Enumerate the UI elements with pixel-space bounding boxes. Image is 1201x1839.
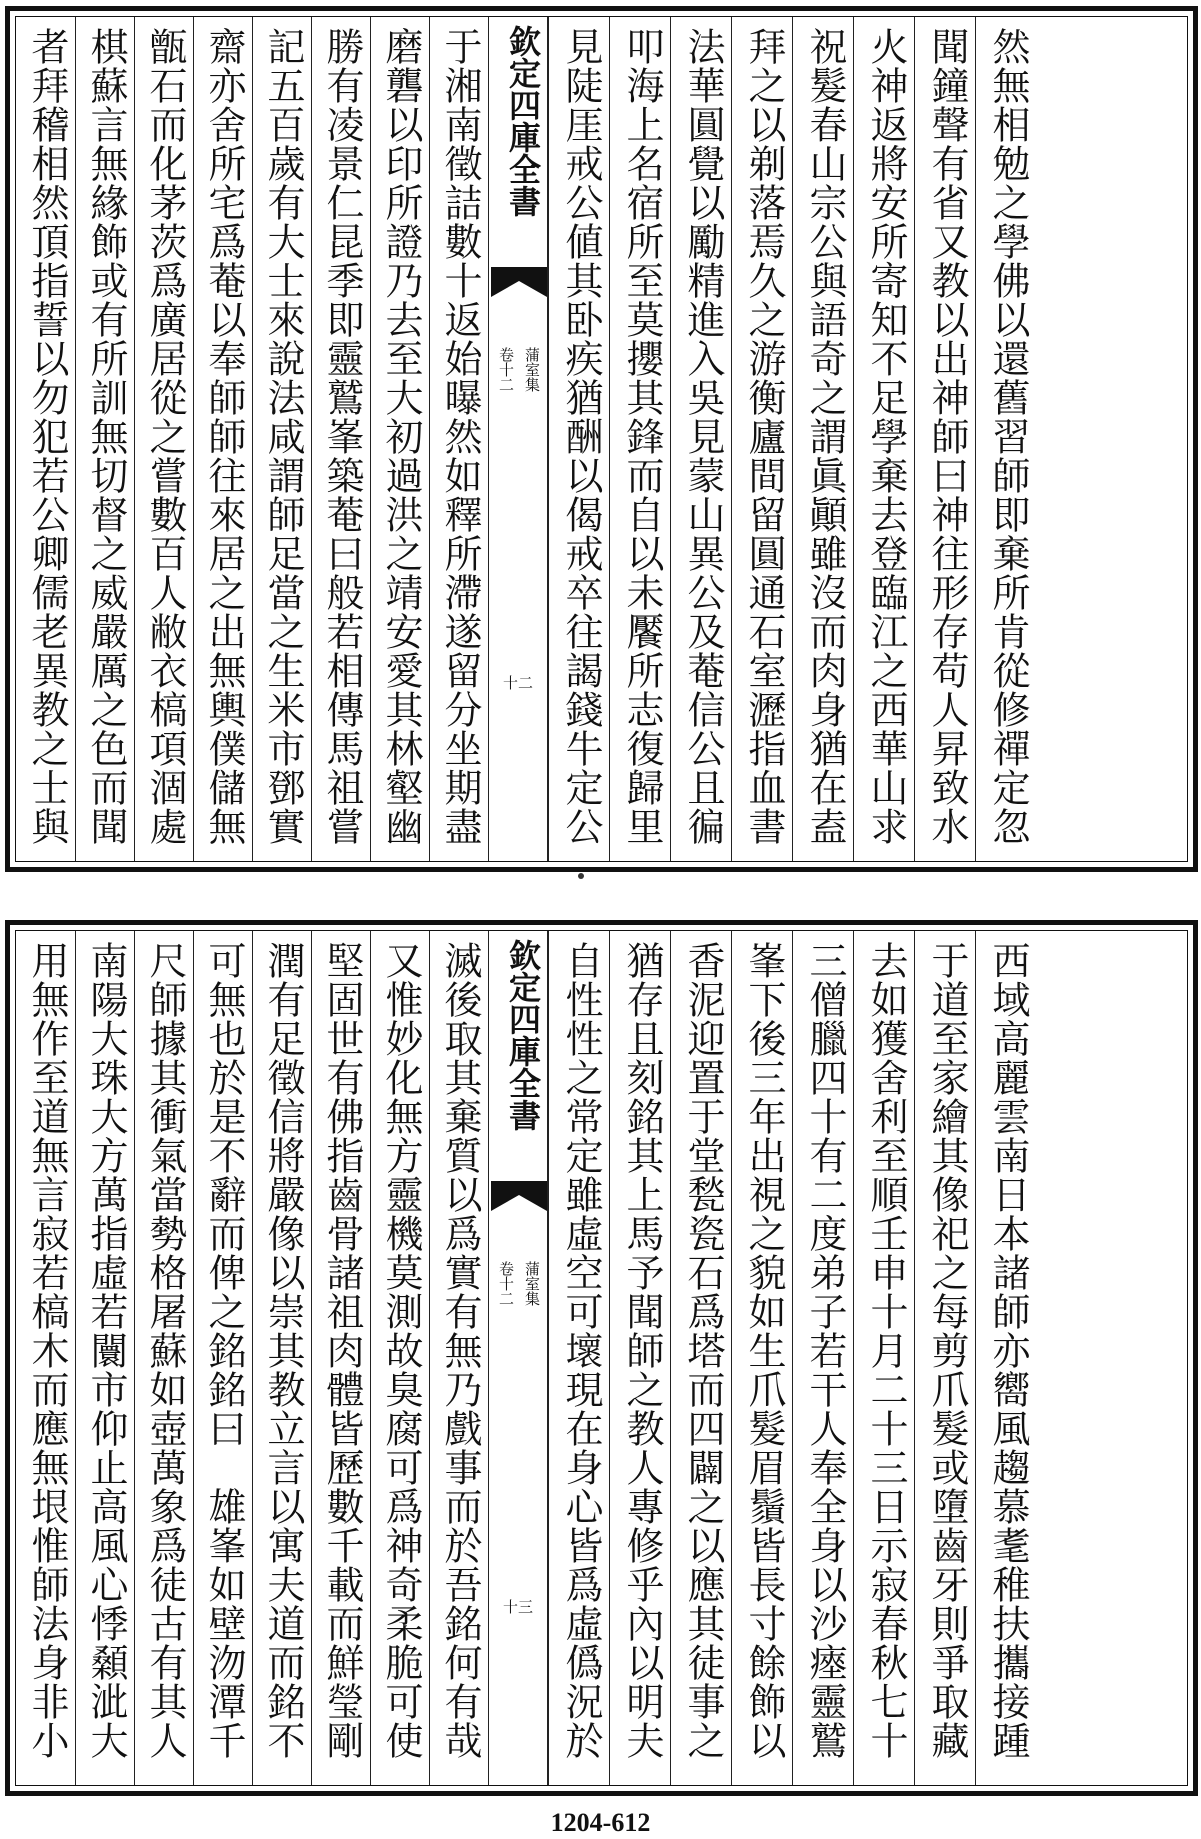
collection-name: 蒲室集 (523, 1261, 541, 1306)
bottom-page-text-area (15, 930, 1188, 1786)
text-column (975, 931, 1036, 1785)
text-column (252, 17, 311, 861)
column-text: 記五百歲有大士來說法咸謂師足當之生米市鄧實 (261, 27, 305, 846)
column-text: 猶存且刻銘其上馬予聞師之教人專修乎內以明夫 (620, 941, 664, 1760)
text-column (548, 17, 609, 861)
text-column (853, 17, 914, 861)
page-reference-number: 1204-612 (550, 1808, 651, 1837)
text-column (731, 17, 792, 861)
center-fold (488, 931, 548, 1785)
column-text: 可無也於是不辭而俾之銘銘曰 雄峯如壁沕潭千 (202, 941, 246, 1760)
column-text: 去如獲舍利至順壬申十月二十三日示寂春秋七十 (864, 941, 908, 1760)
text-column (311, 17, 370, 861)
column-text: 者拜稽相然頂指誓以勿犯若公卿儒老異教之士與 (25, 27, 69, 846)
ink-speck (578, 873, 584, 879)
text-column (548, 931, 609, 1785)
text-column (75, 931, 134, 1785)
text-column (429, 931, 488, 1785)
column-text: 拜之以剃落焉久之游衡廬間留圓通石室瀝指血書 (742, 27, 786, 846)
top-page-frame (5, 6, 1198, 872)
column-text: 西域高麗雲南日本諸師亦嚮風趨慕耄稚扶攜接踵 (986, 941, 1030, 1760)
column-text: 南陽大珠大方萬指虛若闤市仰止高風心悸顙泚大 (84, 941, 128, 1760)
column-text: 自性性之常定雖虛空可壞現在身心皆爲虛僞況於 (559, 941, 603, 1760)
column-text: 齋亦舍所宅爲菴以奉師師往來居之出無輿僕儲無 (202, 27, 246, 846)
column-text: 然無相勉之學佛以還舊習師即棄所肯從修禪定忽 (986, 27, 1030, 846)
column-text: 尺師據其衝氣當勢格屠蘇如壺萬象爲徒古有其人 (143, 941, 187, 1760)
column-text: 勝有凌景仁昆季即靈鷲峯築菴曰般若相傳馬祖嘗 (320, 27, 364, 846)
column-text: 聞鐘聲有省又教以出神師曰神往形存苟人昇致水 (925, 27, 969, 846)
text-column (792, 17, 853, 861)
volume-label: 卷十二 (497, 347, 515, 392)
text-column (370, 931, 429, 1785)
text-column (370, 17, 429, 861)
text-column (609, 931, 670, 1785)
column-text: 用無作至道無言寂若槁木而應無垠惟師法身非小 (25, 941, 69, 1760)
text-column (853, 931, 914, 1785)
collection-name: 蒲室集 (523, 347, 541, 392)
column-text: 祝髮春山宗公與語奇之謂眞顚雖沒而肉身猶在盍 (803, 27, 847, 846)
column-text: 香泥迎置于堂甃瓷石爲塔而四闢之以應其徒事之 (681, 941, 725, 1760)
text-column (731, 931, 792, 1785)
column-text: 火神返將安所寄知不足學棄去登臨江之西華山求 (864, 27, 908, 846)
text-column (75, 17, 134, 861)
text-column (914, 17, 975, 861)
column-text: 三僧臘四十有二度弟子若干人奉全身以沙瘞靈鷲 (803, 941, 847, 1760)
fish-tail-mark (491, 267, 547, 337)
column-text: 磨礱以印所證乃去至大初過洪之靖安愛其林壑幽 (379, 27, 423, 846)
text-column (252, 931, 311, 1785)
bottom-page (0, 920, 1201, 1800)
column-text: 叩海上名宿所至莫攖其鋒而自以未饜所志復歸里 (620, 27, 664, 846)
leaf-number: 十二 (502, 674, 533, 692)
column-text: 法華圓覺以勵精進入吳見蒙山異公及菴信公且徧 (681, 27, 725, 846)
text-column (311, 931, 370, 1785)
book-title: 欽定四庫全書 (504, 939, 542, 1131)
text-column (193, 17, 252, 861)
leaf-number: 十三 (502, 1598, 533, 1616)
text-column (914, 931, 975, 1785)
column-text: 見陡厓戒公値其卧疾猶酬以偈戒卒往謁錢牛定公 (559, 27, 603, 846)
text-column (670, 17, 731, 861)
text-column (609, 17, 670, 861)
top-page (0, 0, 1201, 875)
text-column (134, 931, 193, 1785)
column-text: 潤有足徵信將嚴像以崇其教立言以寓夫道而銘不 (261, 941, 305, 1760)
column-text: 堅固世有佛指齒骨諸祖肉體皆歷數千載而鮮瑩剛 (320, 941, 364, 1760)
column-text: 峯下後三年出視之貌如生爪髮眉鬚皆長寸餘飾以 (742, 941, 786, 1760)
text-column (975, 17, 1036, 861)
text-column (670, 931, 731, 1785)
column-text: 甑石而化茅茨爲廣居從之嘗數百人敝衣槁項涸處 (143, 27, 187, 846)
text-column (134, 17, 193, 861)
column-text: 于湘南徵詰數十返始曝然如釋所滯遂留分坐期盡 (438, 27, 482, 846)
column-text: 滅後取其棄質以爲實有無乃戲事而於吾銘何有哉 (438, 941, 482, 1760)
top-page-text-area (15, 16, 1188, 862)
column-text: 又惟妙化無方靈機莫測故臭腐可爲神奇柔脆可使 (379, 941, 423, 1760)
text-column (792, 931, 853, 1785)
book-title: 欽定四庫全書 (504, 25, 542, 217)
column-text: 棋蘇言無緣飾或有所訓無切督之威嚴厲之色而聞 (84, 27, 128, 846)
bottom-page-frame (5, 920, 1198, 1796)
text-column (429, 17, 488, 861)
fish-tail-mark (491, 1181, 547, 1251)
text-column (16, 931, 75, 1785)
volume-label: 卷十二 (497, 1261, 515, 1306)
text-column (16, 17, 75, 861)
center-fold (488, 17, 548, 861)
text-column (193, 931, 252, 1785)
column-text: 于道至家繪其像祀之每剪爪髮或墮齒牙則爭取藏 (925, 941, 969, 1760)
